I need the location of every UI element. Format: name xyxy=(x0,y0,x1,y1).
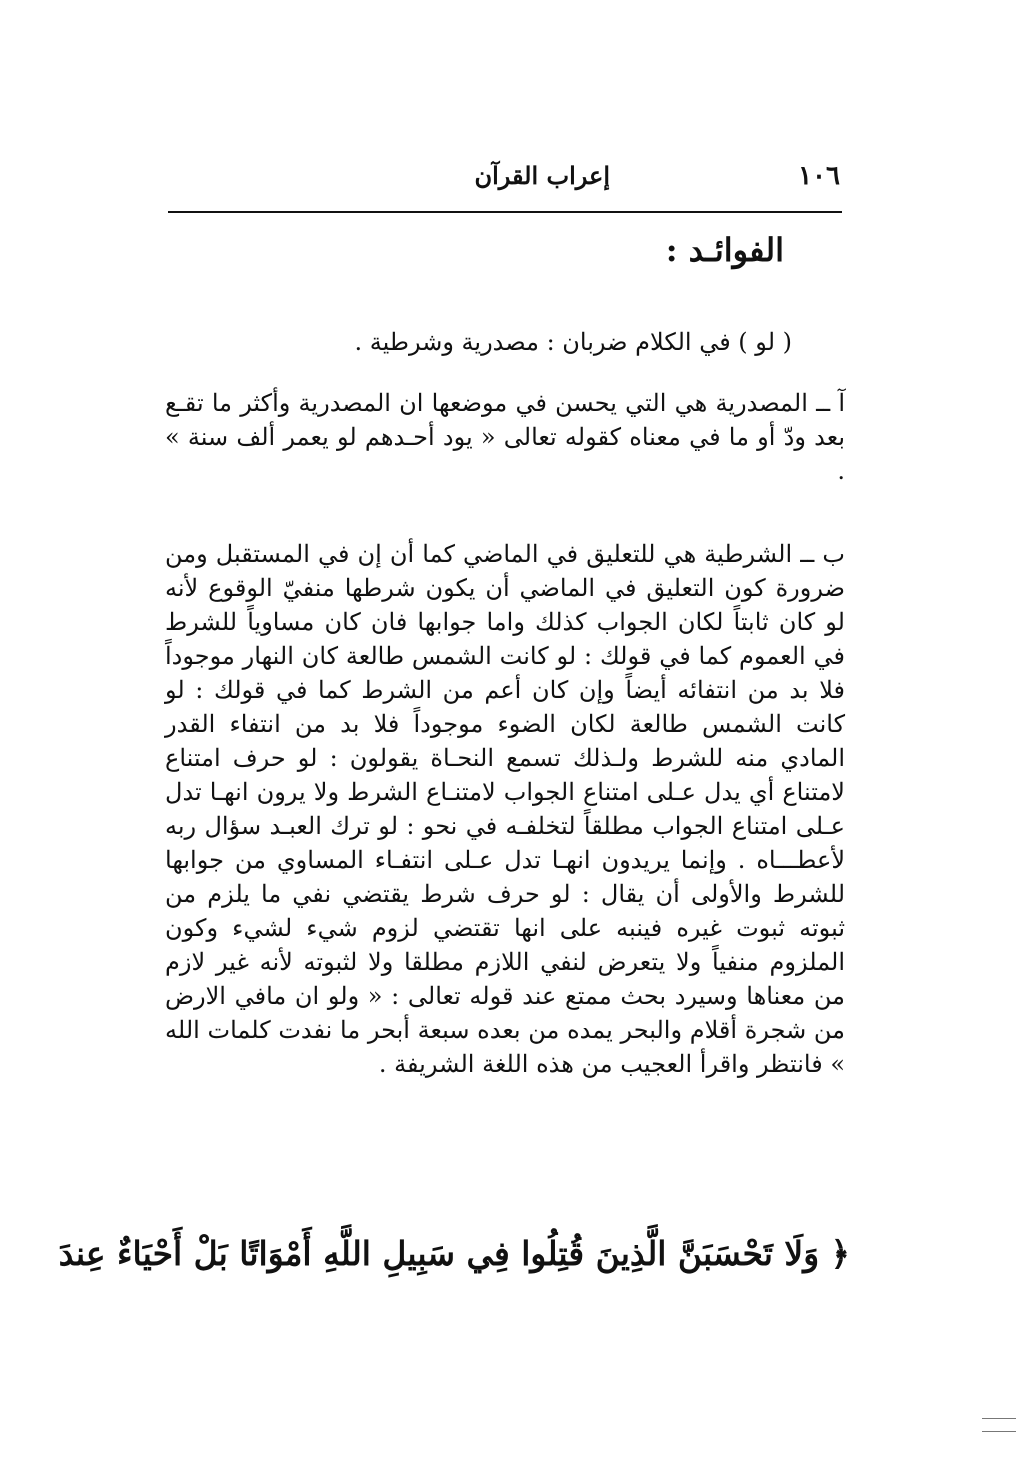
intro-paragraph: ( لو ) في الكلام ضربان : مصدرية وشرطية . xyxy=(354,328,792,356)
scan-corner-marks xyxy=(982,1418,1016,1432)
header-rule xyxy=(168,211,842,213)
paragraph-alif: آ ــ المصدرية هي التي يحسن في موضعها ان المصدرية وأكثر ما تقـع بعد ودّ أو ما في معناه كقوله تعالى « يود أحـدهم لو يعمر ألف سنة » . xyxy=(165,389,845,485)
section-heading: الفوائـد : xyxy=(665,231,784,269)
page-number: ١٠٦ xyxy=(798,161,840,191)
running-title: إعراب القرآن xyxy=(474,161,610,190)
quran-verse: ﴿ وَلَا تَحْسَبَنَّ الَّذِينَ قُتِلُوا فِي سَبِيلِ اللَّهِ أَمْوَاتًا بَلْ أَحْيَاءٌ عِندَ xyxy=(58,1234,850,1273)
page-header xyxy=(170,158,840,202)
paragraph-ba: ب ــ الشرطية هي للتعليق في الماضي كما أن إن في المستقبل ومن ضرورة كون التعليق في الماضي أن يكون شرطها منفيّ الوقوع لأنه لو كان ثابتاً لكان الجواب كذلك واما جوابها فان كان مساوياً للشرط في العموم كما في قولك : لو كانت الشمس طالعة كان النهار موجوداً فلا بد من انتفائه أيضاً وإن كان أعم من الشرط كما في قولك : لو كانت الشمس طالعة لكان الضوء موجوداً فلا بد من انتفاء القدر المادي منه للشرط ولـذلك تسمع النحـاة يقولون : لو حرف امتناع لامتناع أي يدل عـلى امتناع الجواب لامتنـاع الشرط ولا يرون انهـا تدل عـلى امتناع الجواب مطلقاً لتخلفـه في نحو : لو ترك العبـد سؤال ربه لأعطـــاه . وإنما يريدون انهـا تدل عـلى انتفـاء المساوي من جوابها للشرط والأولى أن يقال : لو حرف شرط يقتضي نفي ما يلزم من ثبوته ثبوت غيره فينبه على انها تقتضي لزوم شيء لشيء وكون الملزوم منفياً ولا يتعرض لنفي اللازم مطلقا ولا لثبوته لأنه غير لازم من معناها وسيرد بحث ممتع عند قوله تعالى : « ولو ان مافي الارض من شجرة أقلام والبحر يمده من بعده سبعة أبحر ما نفدت كلمات الله » فانتظر واقرأ العجيب من هذه اللغة الشريفة . xyxy=(165,540,846,1078)
